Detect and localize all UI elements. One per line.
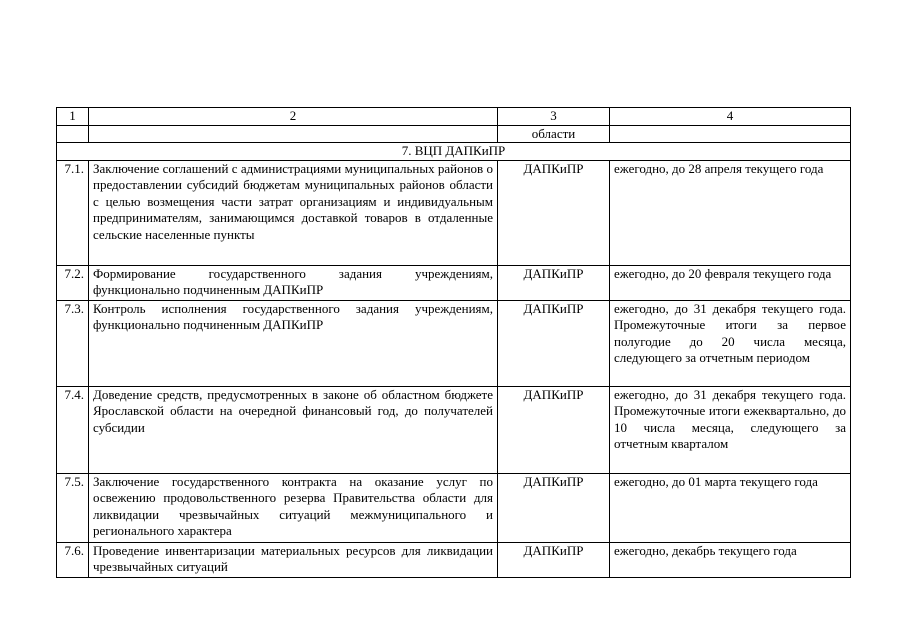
table-row [57, 542, 851, 577]
row-measure: Доведение средств, предусмотренных в законе об областном бюджете Ярославской области на очередной финансовый год, до получателей субсидии [89, 386, 498, 473]
row-executor: ДАПКиПР [498, 473, 610, 542]
row-number: 7.3. [57, 300, 89, 386]
header-col-4: 4 [610, 108, 851, 126]
row-number: 7.4. [57, 386, 89, 473]
row-term: ежегодно, до 31 декабря текущего года. Промежуточные итоги за первое полугодие до 20 числа месяца, следующего за отчетным периодом [610, 300, 851, 386]
table-row [57, 473, 851, 542]
row-number: 7.1. [57, 160, 89, 265]
row-term: ежегодно, декабрь текущего года [610, 542, 851, 577]
continuation-cell-3: области [498, 125, 610, 143]
continuation-row [57, 125, 851, 143]
measures-table [56, 107, 851, 578]
continuation-cell-4 [610, 125, 851, 143]
row-number: 7.6. [57, 542, 89, 577]
table-header-row [57, 108, 851, 126]
row-executor: ДАПКиПР [498, 386, 610, 473]
continuation-cell-2 [89, 125, 498, 143]
row-measure: Заключение государственного контракта на оказание услуг по освежению продовольственного резерва Правительства области для ликвидации чрезвычайных ситуаций межмуниципального и регионального характера [89, 473, 498, 542]
row-executor: ДАПКиПР [498, 542, 610, 577]
table-row [57, 386, 851, 473]
header-col-1: 1 [57, 108, 89, 126]
row-measure: Контроль исполнения государственного задания учреждениям, функционально подчиненным ДАПКиПР [89, 300, 498, 386]
row-executor: ДАПКиПР [498, 300, 610, 386]
table-row [57, 265, 851, 300]
row-executor: ДАПКиПР [498, 160, 610, 265]
table-row [57, 160, 851, 265]
header-col-2: 2 [89, 108, 498, 126]
continuation-cell-1 [57, 125, 89, 143]
row-term: ежегодно, до 28 апреля текущего года [610, 160, 851, 265]
row-executor: ДАПКиПР [498, 265, 610, 300]
section-row [57, 143, 851, 161]
row-measure: Проведение инвентаризации материальных ресурсов для ликвидации чрезвычайных ситуаций [89, 542, 498, 577]
row-term: ежегодно, до 20 февраля текущего года [610, 265, 851, 300]
row-measure: Формирование государственного задания учреждениям, функционально подчиненным ДАПКиПР [89, 265, 498, 300]
header-col-3: 3 [498, 108, 610, 126]
table-row [57, 300, 851, 386]
row-number: 7.2. [57, 265, 89, 300]
row-term: ежегодно, до 31 декабря текущего года. Промежуточные итоги ежеквартально, до 10 числа месяца, следующего за отчетным кварталом [610, 386, 851, 473]
row-term: ежегодно, до 01 марта текущего года [610, 473, 851, 542]
section-title: 7. ВЦП ДАПКиПР [57, 143, 851, 161]
row-measure: Заключение соглашений с администрациями муниципальных районов о предоставлении субсидий бюджетам муниципальных районов области с целью возмещения части затрат организациям и индивидуальным предпринимателям, занимающимся доставкой товаров в отдаленные сельские населенные пункты [89, 160, 498, 265]
row-number: 7.5. [57, 473, 89, 542]
